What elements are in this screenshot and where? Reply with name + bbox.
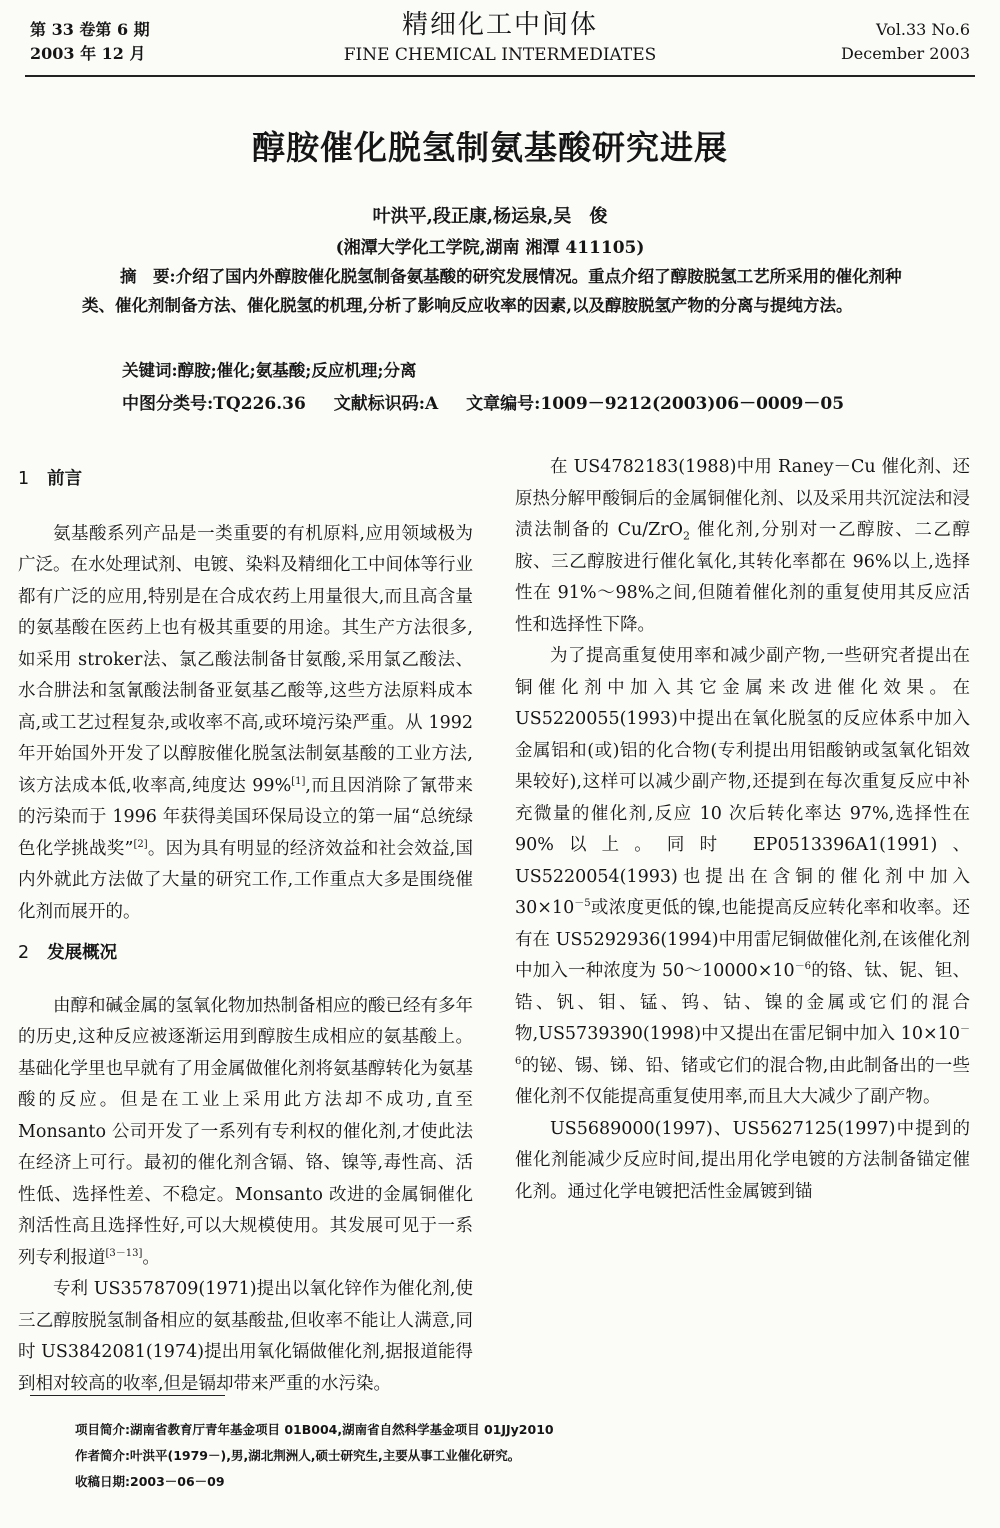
abstract-label: 摘 要: xyxy=(120,267,176,286)
paragraph xyxy=(515,641,970,1114)
text-run: 的铬、钛、铌、钽、锆、钒、钼、锰、钨、钴、镍的金属或它们的混合物,US5739390(1998)中又提出在雷尼铜中加入 10×10 xyxy=(515,961,970,1044)
citation: [2] xyxy=(133,838,148,850)
document-code: 文献标识码:A xyxy=(333,394,439,414)
paragraph xyxy=(18,991,473,1275)
journal-masthead xyxy=(300,8,700,66)
body-column-left xyxy=(18,452,473,1400)
citation: [3－13] xyxy=(105,1247,143,1259)
citation: [1] xyxy=(291,775,306,787)
paragraph xyxy=(515,452,970,641)
text-run: ,而且因消除了氰带来的污染而于 1996 年获得美国环保局设立的第一届“总统绿色化学挑战奖” xyxy=(18,775,474,859)
volume-issue-en: Vol.33 No.6 xyxy=(876,20,970,39)
footnotes xyxy=(75,1417,554,1495)
subscript: 2 xyxy=(683,529,691,543)
header-rule xyxy=(25,75,975,77)
date-cn: 2003 年 12 月 xyxy=(30,44,146,63)
section-number: 1 xyxy=(18,469,30,489)
affiliation: (湘潭大学化工学院,湖南 湘潭 411105) xyxy=(335,238,645,258)
abstract xyxy=(82,262,922,320)
abstract-text: 介绍了国内外醇胺催化脱氢制备氨基酸的研究发展情况。重点介绍了醇胺脱氢工艺所采用的催化剂种类、催化剂制备方法、催化脱氢的机理,分析了影响反应收率的因素,以及醇胺脱氢产物的分离与提纯方法。 xyxy=(82,267,902,315)
journal-name-en: FINE CHEMICAL INTERMEDIATES xyxy=(343,45,657,65)
keywords: 关键词:醇胺;催化;氨基酸;反应机理;分离 xyxy=(122,361,417,380)
text-run: 或浓度更低的镍,也能提高反应转化率和收率。还有在 US5292936(1994)中用雷尼铜做催化剂,在该催化剂中加入一种浓度为 50～10000×10 xyxy=(515,898,970,981)
date-en: December 2003 xyxy=(840,44,970,63)
body-column-right xyxy=(515,452,970,1208)
section-title: 发展概况 xyxy=(47,943,118,963)
text-run: 在 US4782183(1988)中用 Raney－Cu 催化剂、还原热分解甲酸铜后的金属铜催化剂、以及采用共沉淀法和浸渍法制备的 Cu/ZrO xyxy=(515,457,970,540)
text-run: 氨基酸系列产品是一类重要的有机原料,应用领域极为广泛。在水处理试剂、电镀、染料及精细化工中间体等行业都有广泛的应用,特别是在合成农药上用量很大,而且高含量的氨基酸在医药上也有极其重要的用途。其生产方法很多,如采用 stroker法、氯乙酸法制备甘氨酸,采用氯乙酸法、水合肼法和氢氰酸法制备亚氨基乙酸等,这些方法原料成本高,或工艺过程复杂,或收率不高,或环境污染严重。从 1992 年开始国外开发了以醇胺催化脱氢法制氨基酸的工业方法,该方法成本低,收率高,纯度达 99% xyxy=(18,523,473,796)
journal-name-cn: 精细化工中间体 xyxy=(401,10,598,40)
footnote-rule xyxy=(30,1395,225,1396)
footnote-received: 收稿日期:2003－06－09 xyxy=(75,1474,225,1489)
section-title: 前言 xyxy=(47,469,83,489)
text-run: 。 xyxy=(142,1247,160,1268)
footnote-project: 项目简介:湖南省教育厅青年基金项目 01B004,湖南省自然科学基金项目 01JJy2010 xyxy=(75,1422,554,1437)
volume-issue-cn: 第 33 卷第 6 期 xyxy=(30,20,150,39)
article-title: 醇胺催化脱氢制氨基酸研究进展 xyxy=(252,128,728,167)
exponent: －6 xyxy=(794,961,812,973)
section-heading-1 xyxy=(18,464,473,496)
text-run: 。因为具有明显的经济效益和社会效益,国内外就此方法做了大量的研究工作,工作重点大多是围绕催化剂而展开的。 xyxy=(18,838,473,922)
classification-line xyxy=(122,389,866,414)
paragraph: 专利 US3578709(1971)提出以氧化锌作为催化剂,使三乙醇胺脱氢制备相应的氨基酸盐,但收率不能让人满意,同时 US3842081(1974)提出用氧化镉做催化剂,据报道能得到相对较高的收率,但是镉却带来严重的水污染。 xyxy=(18,1279,473,1394)
issue-info-en xyxy=(841,18,970,66)
exponent: －6 xyxy=(515,1024,970,1067)
exponent: －5 xyxy=(574,898,591,910)
article-number: 文章编号:1009－9212(2003)06－0009－05 xyxy=(466,394,845,414)
section-number: 2 xyxy=(18,943,30,963)
text-run: 催化剂,分别对一乙醇胺、二乙醇胺、三乙醇胺进行催化氧化,其转化率都在 96%以上,选择性在 91%～98%之间,但随着催化剂的重复使用其反应活性和选择性下降。 xyxy=(515,520,970,635)
issue-info-cn xyxy=(30,18,150,66)
paragraph xyxy=(18,519,473,929)
text-run: 为了提高重复使用率和减少副产物,一些研究者提出在铜催化剂中加入其它金属来改进催化效果。在 US5220055(1993)中提出在氧化脱氢的反应体系中加入金属铝和(或)铝的化合物(专利提出用铝酸钠或氢氧化铝效果较好),这样可以减少副产物,还提到在每次重复反应中补充微量的催化剂,反应 10 次后转化率达 97%,选择性在 90%以上。同时 EP0513396A1(1991)、US5220054(1993)也提出在含铜的催化剂中加入 30×10 xyxy=(515,646,970,918)
authors: 叶洪平,段正康,杨运泉,吴 俊 xyxy=(372,206,608,227)
footnote-author: 作者简介:叶洪平(1979－),男,湖北荆洲人,硕士研究生,主要从事工业催化研究。 xyxy=(75,1448,521,1463)
clc-number: 中图分类号:TQ226.36 xyxy=(122,394,306,414)
text-run: 由醇和碱金属的氢氧化物加热制备相应的酸已经有多年的历史,这种反应被逐渐运用到醇胺生成相应的氨基酸上。基础化学里也早就有了用金属做催化剂将氨基醇转化为氨基酸的反应。但是在工业上采用此方法却不成功,直至 Monsanto 公司开发了一系列有专利权的催化剂,才使此法在经济上可行。最初的催化剂含镉、铬、镍等,毒性高、活性低、选择性差、不稳定。Monsanto 改进的金属铜催化剂活性高且选择性好,可以大规模使用。其发展可见于一系列专利报道 xyxy=(18,995,473,1268)
section-heading-2 xyxy=(18,938,473,970)
paragraph: US5689000(1997)、US5627125(1997)中提到的催化剂能减少反应时间,提出用化学电镀的方法制备锚定催化剂。通过化学电镀把活性金属镀到锚 xyxy=(515,1118,970,1202)
text-run: 的铋、锡、锑、铅、锗或它们的混合物,由此制备出的一些催化剂不仅能提高重复使用率,而且大大减少了副产物。 xyxy=(515,1055,970,1107)
